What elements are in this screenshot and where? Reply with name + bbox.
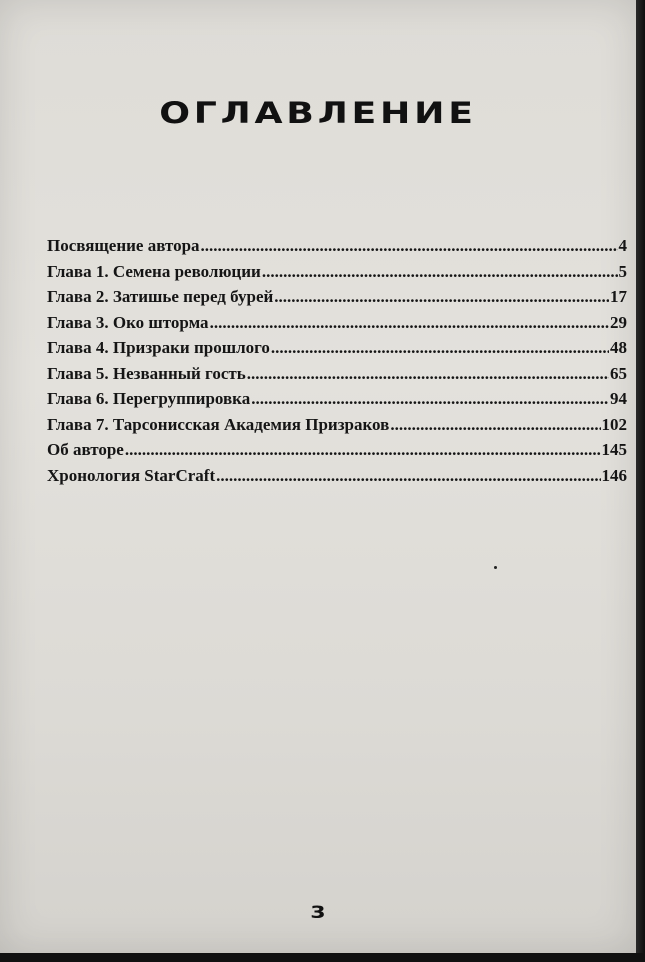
toc-entry-title: Об авторе <box>47 440 124 459</box>
page-title: ОГЛАВЛЕНИЕ <box>159 96 477 130</box>
toc-leader-dots <box>271 338 609 358</box>
toc-entry-title: Глава 5. Незванный гость <box>47 363 246 383</box>
toc-entry-title: Глава 7. Тарсонисская Академия Призраков <box>47 414 390 434</box>
page-edge-shadow <box>636 0 645 962</box>
toc-entry-title: Глава 2. Затишье перед бурей <box>47 287 274 306</box>
toc-entry-page: 65 <box>610 363 627 383</box>
toc-entry-title: Глава 3. Око шторма <box>47 312 209 332</box>
toc-entry-page: 146 <box>601 465 627 485</box>
toc-entry-title: Посвящение автора <box>47 236 200 255</box>
toc-entry-title: Глава 6. Перегруппировка <box>47 389 251 408</box>
toc-entry <box>47 338 627 364</box>
toc-entry-page: 4 <box>618 236 627 255</box>
page-number: 3 <box>310 903 326 923</box>
toc-entry <box>47 313 627 339</box>
toc-entry-page: 145 <box>601 440 627 459</box>
toc-entry-page: 17 <box>610 287 627 306</box>
toc-leader-dots <box>216 466 600 486</box>
toc-entry-page: 102 <box>601 414 627 434</box>
toc-entry-title: Глава 1. Семена революции <box>47 261 261 281</box>
toc-entry-page: 29 <box>610 312 627 332</box>
toc-leader-dots <box>390 415 600 435</box>
toc-leader-dots <box>125 440 601 460</box>
toc-leader-dots <box>274 287 609 307</box>
toc-leader-dots <box>201 236 618 256</box>
toc-entry-title: Хронология StarCraft <box>47 465 216 485</box>
toc-entry <box>47 236 627 262</box>
toc-leader-dots <box>247 364 609 384</box>
toc-entry-title: Глава 4. Призраки прошлого <box>47 338 270 357</box>
toc-entry-page: 5 <box>618 261 627 281</box>
page-bottom-shadow <box>0 953 645 962</box>
toc-entry-page: 94 <box>610 389 627 408</box>
toc-entry <box>47 440 627 466</box>
toc-entry <box>47 287 627 313</box>
toc-entry <box>47 415 627 441</box>
toc-entry-page: 48 <box>610 338 627 357</box>
table-of-contents <box>47 236 627 491</box>
ink-speck <box>494 566 497 569</box>
toc-leader-dots <box>210 313 609 333</box>
toc-entry <box>47 364 627 390</box>
toc-entry <box>47 389 627 415</box>
toc-leader-dots <box>262 262 618 282</box>
toc-entry <box>47 466 627 492</box>
toc-leader-dots <box>251 389 609 409</box>
toc-entry <box>47 262 627 288</box>
